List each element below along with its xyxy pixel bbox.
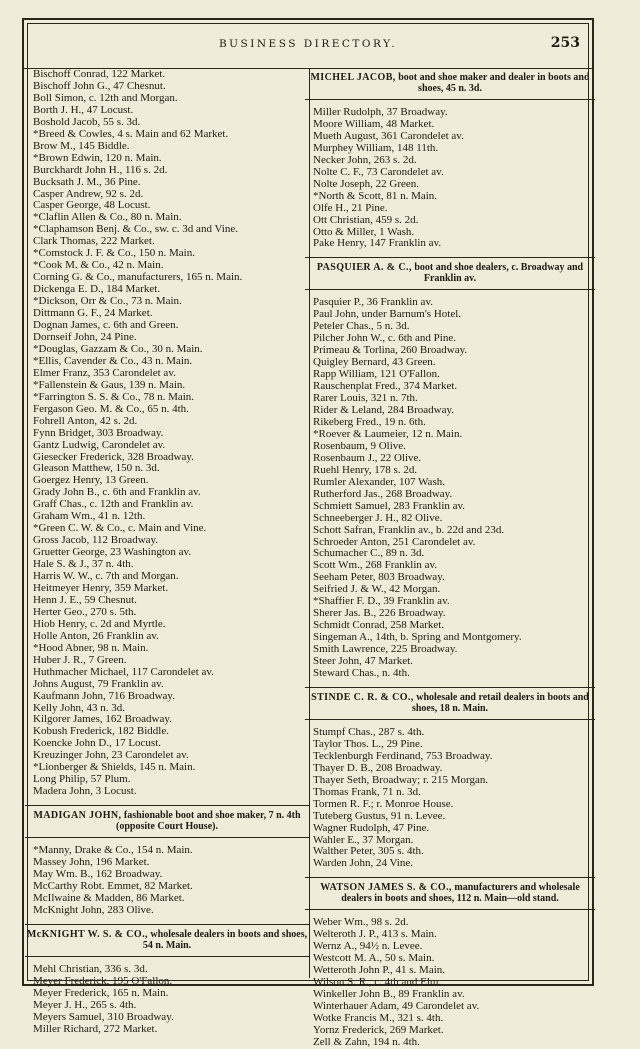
directory-entry: Wagner Rudolph, 47 Pine.	[313, 822, 430, 834]
column-divider	[309, 68, 310, 978]
advertisement-text: boot and shoe dealers, c. Broadway and Franklin av.	[414, 262, 584, 285]
directory-entry: Wetteroth John P., 41 s. Main.	[313, 965, 446, 977]
directory-entry: *Brown Edwin, 120 n. Main.	[33, 152, 162, 164]
directory-entry: Weber Wm., 98 s. 2d.	[313, 917, 409, 929]
directory-entry: Gross Jacob, 112 Broadway.	[33, 535, 159, 547]
directory-entry: Wotke Francis M., 321 s. 4th.	[313, 1013, 444, 1024]
directory-entry: *Ellis, Cavender & Co., 43 n. Main.	[33, 355, 193, 367]
advertisement-text: manufacturers and wholesale dealers in boots and shoes, 112 n. Main—old stand.	[341, 882, 580, 905]
directory-entry: Koencke John D., 17 Locust.	[33, 738, 162, 750]
directory-entry: Fohrell Anton, 42 s. 2d.	[33, 415, 138, 427]
directory-entry: Rumler Alexander, 107 Wash.	[313, 476, 445, 488]
directory-entry: *Comstock J. F. & Co., 150 n. Main.	[33, 248, 195, 260]
page-number: 253	[550, 35, 580, 51]
directory-entry: Warden John, 24 Vine.	[313, 858, 413, 870]
directory-entry: Schneeberger J. H., 82 Olive.	[313, 512, 443, 524]
directory-entry: Heitmeyer Henry, 359 Market.	[33, 582, 169, 594]
directory-entry: Kelly John, 43 n. 3d.	[33, 702, 125, 714]
directory-entry: Schmidt Conrad, 258 Market.	[313, 620, 445, 632]
directory-entry: Miller Richard, 272 Market.	[33, 1023, 158, 1035]
directory-entry: Dittmann G. F., 24 Market.	[33, 308, 153, 320]
directory-entry: Singeman A., 14th, b. Spring and Montgomery.	[313, 632, 522, 644]
advertisement	[25, 924, 309, 957]
directory-entry: Rosenbaum J., 22 Olive.	[313, 452, 422, 464]
directory-entry: Walther Peter, 305 s. 4th.	[313, 846, 424, 858]
directory-entry: Brow M., 145 Biddle.	[33, 140, 130, 152]
advertiser-name: McKNIGHT W. S. & CO.,	[26, 928, 148, 940]
directory-entry: Steward Chas., n. 4th.	[313, 667, 410, 679]
directory-entry: Ott Christian, 459 s. 2d.	[313, 214, 419, 226]
advertisement	[305, 69, 595, 100]
entry-list	[313, 917, 591, 1048]
directory-entry: McKnight John, 283 Olive.	[33, 904, 154, 916]
directory-entry: Schmiett Samuel, 283 Franklin av.	[313, 500, 466, 512]
directory-entry: Harris W. W., c. 7th and Morgan.	[33, 571, 179, 583]
directory-entry: Thayer Seth, Broadway; r. 215 Morgan.	[313, 774, 489, 786]
advertiser-name: STINDE C. R. & CO.,	[311, 691, 414, 703]
directory-entry: Wilson S. R., c. 4th and Elm.	[313, 977, 442, 989]
advertisement-text: fashionable boot and shoe maker, 7 n. 4th (opposite Court House).	[116, 810, 301, 833]
directory-entry: Meyer J. H., 265 s. 4th.	[33, 999, 137, 1011]
directory-entry: Casper George, 48 Locust.	[33, 200, 151, 212]
directory-entry: *North & Scott, 81 n. Main.	[313, 190, 438, 202]
directory-entry: Long Philip, 57 Plum.	[33, 774, 131, 786]
directory-entry: Scott Wm., 268 Franklin av.	[313, 560, 438, 572]
directory-entry: Schroeder Anton, 251 Carondelet av.	[313, 536, 476, 548]
directory-entry: Dickenga E. D., 184 Market.	[33, 284, 161, 296]
directory-entry: Wernz A., 94½ n. Levee.	[313, 941, 423, 953]
entry-list	[313, 107, 591, 250]
directory-entry: Madera John, 3 Locust.	[33, 786, 137, 798]
directory-entry: *Hood Abner, 98 n. Main.	[33, 642, 149, 654]
directory-entry: Kilgorer James, 162 Broadway.	[33, 714, 172, 726]
directory-entry: Kobush Frederick, 182 Biddle.	[33, 726, 169, 738]
directory-entry: Ruehl Henry, 178 s. 2d.	[313, 464, 418, 476]
directory-entry: Quigley Bernard, 43 Green.	[313, 357, 436, 369]
directory-entry: Thayer D. B., 208 Broadway.	[313, 762, 443, 774]
directory-entry: *Manny, Drake & Co., 154 n. Main.	[33, 845, 193, 857]
directory-entry: Kaufmann John, 716 Broadway.	[33, 690, 175, 702]
advertisement-text: wholesale dealers in boots and shoes, 54 n. Main.	[142, 928, 308, 951]
directory-entry: Yornz Frederick, 269 Market.	[313, 1024, 444, 1036]
directory-entry: Henn J. E., 59 Chesnut.	[33, 594, 137, 606]
directory-entry: Gleason Matthew, 150 n. 3d.	[33, 463, 160, 475]
directory-entry: McIlwaine & Madden, 86 Market.	[33, 892, 185, 904]
directory-entry: Smith Lawrence, 225 Broadway.	[313, 644, 458, 656]
directory-entry: Zell & Zahn, 194 n. 4th.	[313, 1036, 420, 1048]
directory-entry: Huber J. R., 7 Green.	[33, 654, 127, 666]
advertiser-name: WATSON JAMES S. & CO.,	[320, 882, 452, 894]
directory-entry: Tecklenburgh Ferdinand, 753 Broadway.	[313, 750, 493, 762]
directory-entry: Huthmacher Michael, 117 Carondelet av.	[33, 666, 214, 678]
directory-entry: Schumacher C., 89 n. 3d.	[313, 548, 425, 560]
directory-entry: Casper Andrew, 92 s. 2d.	[33, 188, 144, 200]
left-column	[26, 69, 308, 1036]
entry-list	[33, 964, 305, 1036]
directory-entry: Pake Henry, 147 Franklin av.	[313, 238, 442, 250]
directory-entry: *Shaffier F. D., 39 Franklin av.	[313, 596, 450, 608]
advertisement-text: boot and shoe maker and dealer in boots and shoes, 45 n. 3d.	[398, 72, 590, 94]
directory-entry: Clark Thomas, 222 Market.	[33, 236, 155, 248]
directory-entry: Rider & Leland, 284 Broadway.	[313, 405, 455, 417]
directory-entry: Fergason Geo. M. & Co., 65 n. 4th.	[33, 403, 189, 415]
directory-entry: *Farrington S. S. & Co., 78 n. Main.	[33, 391, 195, 403]
directory-entry: Meyer Frederick, 165 n. Main.	[33, 987, 169, 999]
directory-entry: Necker John, 263 s. 2d.	[313, 154, 417, 166]
directory-entry: Grady John B., c. 6th and Franklin av.	[33, 487, 201, 499]
directory-entry: Bischoff Conrad, 122 Market.	[33, 69, 166, 80]
directory-entry: Miller Rudolph, 37 Broadway.	[313, 107, 448, 118]
directory-entry: Taylor Thos. L., 29 Pine.	[313, 738, 423, 750]
directory-entry: Westcott M. A., 50 s. Main.	[313, 953, 435, 965]
directory-entry: Elmer Franz, 353 Carondelet av.	[33, 367, 176, 379]
directory-entry: Johns August, 79 Franklin av.	[33, 678, 164, 690]
directory-entry: Kreuzinger John, 23 Carondelet av.	[33, 750, 189, 762]
directory-entry: Stumpf Chas., 287 s. 4th.	[313, 726, 425, 738]
directory-entry: Winkeller John B., 89 Franklin av.	[313, 989, 465, 1001]
directory-entry: Paul John, under Barnum's Hotel.	[313, 309, 462, 321]
directory-entry: Dognan James, c. 6th and Green.	[33, 320, 179, 332]
directory-entry: Massey John, 196 Market.	[33, 857, 150, 869]
directory-entry: Herter Geo., 270 s. 5th.	[33, 606, 137, 618]
directory-entry: Burckhardt John H., 116 s. 2d.	[33, 164, 168, 176]
advertisement	[25, 805, 309, 838]
entry-list	[33, 845, 305, 917]
directory-entry: Tuteberg Gustus, 91 n. Levee.	[313, 810, 446, 822]
directory-entry: *Claflin Allen & Co., 80 n. Main.	[33, 212, 182, 224]
directory-entry: *Cook M. & Co., 42 n. Main.	[33, 260, 164, 272]
directory-entry: Giesecker Frederick, 328 Broadway.	[33, 451, 194, 463]
directory-entry: Boll Simon, c. 12th and Morgan.	[33, 92, 178, 104]
page-title: BUSINESS DIRECTORY.	[218, 38, 398, 50]
directory-entry: Peteler Chas., 5 n. 3d.	[313, 321, 410, 333]
directory-entry: Seeham Peter, 803 Broadway.	[313, 572, 445, 584]
page-header	[24, 20, 592, 69]
advertiser-name: PASQUIER A. & C.,	[316, 262, 412, 274]
directory-entry: Corning G. & Co., manufacturers, 165 n. Main.	[33, 272, 243, 284]
directory-entry: Sherer Jas. B., 226 Broadway.	[313, 608, 446, 620]
directory-entry: Fynn Bridget, 303 Broadway.	[33, 427, 164, 439]
entry-list	[313, 297, 591, 680]
directory-entry: *Douglas, Gazzam & Co., 30 n. Main.	[33, 343, 203, 355]
directory-entry: Bischoff John G., 47 Chesnut.	[33, 80, 166, 92]
directory-entry: Meyer Frederick, 195 O'Fallon.	[33, 975, 173, 987]
directory-entry: Nolte C. F., 73 Carondelet av.	[313, 166, 444, 178]
directory-entry: Rikeberg Fred., 19 n. 6th.	[313, 416, 426, 428]
directory-entry: Graham Wm., 41 n. 12th.	[33, 511, 146, 523]
directory-entry: Meyers Samuel, 310 Broadway.	[33, 1011, 174, 1023]
directory-entry: Pasquier P., 36 Franklin av.	[313, 297, 433, 309]
directory-entry: *Fallenstein & Gaus, 139 n. Main.	[33, 379, 186, 391]
directory-entry: McCarthy Robt. Emmet, 82 Market.	[33, 881, 193, 892]
directory-entry: Borth J. H., 47 Locust.	[33, 104, 134, 116]
directory-entry: Boshold Jacob, 55 s. 3d.	[33, 116, 141, 128]
directory-entry: Rapp William, 121 O'Fallon.	[313, 369, 440, 381]
directory-entry: Gruetter George, 23 Washington av.	[33, 547, 192, 559]
directory-entry: Graff Chas., c. 12th and Franklin av.	[33, 499, 194, 511]
directory-entry: Primeau & Torlina, 260 Broadway.	[313, 345, 468, 357]
entry-list	[313, 727, 591, 870]
directory-entry: Dornseif John, 24 Pine.	[33, 331, 137, 343]
directory-entry: Hale S. & J., 37 n. 4th.	[33, 559, 134, 571]
entry-list	[33, 69, 305, 798]
directory-entry: Thomas Frank, 71 n. 3d.	[313, 786, 421, 798]
directory-entry: *Breed & Cowles, 4 s. Main and 62 Market.	[33, 128, 229, 140]
directory-entry: Mehl Christian, 336 s. 3d.	[33, 963, 148, 975]
directory-entry: *Lionberger & Shields, 145 n. Main.	[33, 762, 196, 774]
directory-entry: Murphey William, 148 11th.	[313, 142, 439, 154]
directory-entry: Tormen R. F.; r. Monroe House.	[313, 798, 454, 810]
directory-entry: Hiob Henry, c. 2d and Myrtle.	[33, 618, 166, 630]
directory-entry: Seifried J. & W., 42 Morgan.	[313, 584, 441, 596]
directory-entry: Winterhauer Adam, 49 Carondelet av.	[313, 1001, 480, 1013]
directory-entry: Rarer Louis, 321 n. 7th.	[313, 393, 418, 405]
right-column	[310, 69, 591, 1049]
directory-entry: Mueth August, 361 Carondelet av.	[313, 130, 464, 142]
advertisement-text: wholesale and retail dealers in boots and shoes, 18 n. Main.	[411, 691, 589, 714]
directory-entry: Goergez Henry, 13 Green.	[33, 475, 149, 487]
directory-entry: Welteroth J. P., 413 s. Main.	[313, 929, 437, 941]
advertiser-name: MICHEL JACOB,	[310, 72, 396, 83]
directory-entry: Rutherford Jas., 268 Broadway.	[313, 488, 453, 500]
directory-entry: Pilcher John W., c. 6th and Pine.	[313, 333, 456, 345]
directory-entry: May Wm. B., 162 Broadway.	[33, 869, 163, 881]
directory-entry: Schott Safran, Franklin av., b. 22d and 23d.	[313, 524, 505, 536]
advertisement	[305, 877, 595, 910]
directory-entry: *Green C. W. & Co., c. Main and Vine.	[33, 523, 207, 535]
directory-entry: Wahler E., 37 Morgan.	[313, 834, 414, 846]
advertisement	[305, 257, 595, 290]
directory-entry: Rauschenplat Fred., 374 Market.	[313, 381, 458, 393]
directory-entry: *Roever & Laumeier, 12 n. Main.	[313, 428, 463, 440]
directory-entry: Holle Anton, 26 Franklin av.	[33, 630, 159, 642]
directory-entry: *Dickson, Orr & Co., 73 n. Main.	[33, 296, 182, 308]
directory-entry: *Claphamson Benj. & Co., sw. c. 3d and Vine.	[33, 224, 238, 236]
directory-entry: Moore William, 48 Market.	[313, 118, 435, 130]
advertiser-name: MADIGAN JOHN,	[33, 810, 122, 822]
directory-entry: Steer John, 47 Market.	[313, 656, 413, 668]
directory-entry: Otto & Miller, 1 Wash.	[313, 226, 415, 238]
directory-entry: Olfe H., 21 Pine.	[313, 202, 388, 214]
directory-entry: Bucksath J. M., 36 Pine.	[33, 176, 141, 188]
advertisement	[305, 687, 595, 720]
directory-page	[22, 18, 594, 1048]
directory-entry: Nolte Joseph, 22 Green.	[313, 178, 420, 190]
directory-entry: Gantz Ludwig, Carondelet av.	[33, 439, 166, 451]
directory-entry: Rosenbaum, 9 Olive.	[313, 440, 406, 452]
